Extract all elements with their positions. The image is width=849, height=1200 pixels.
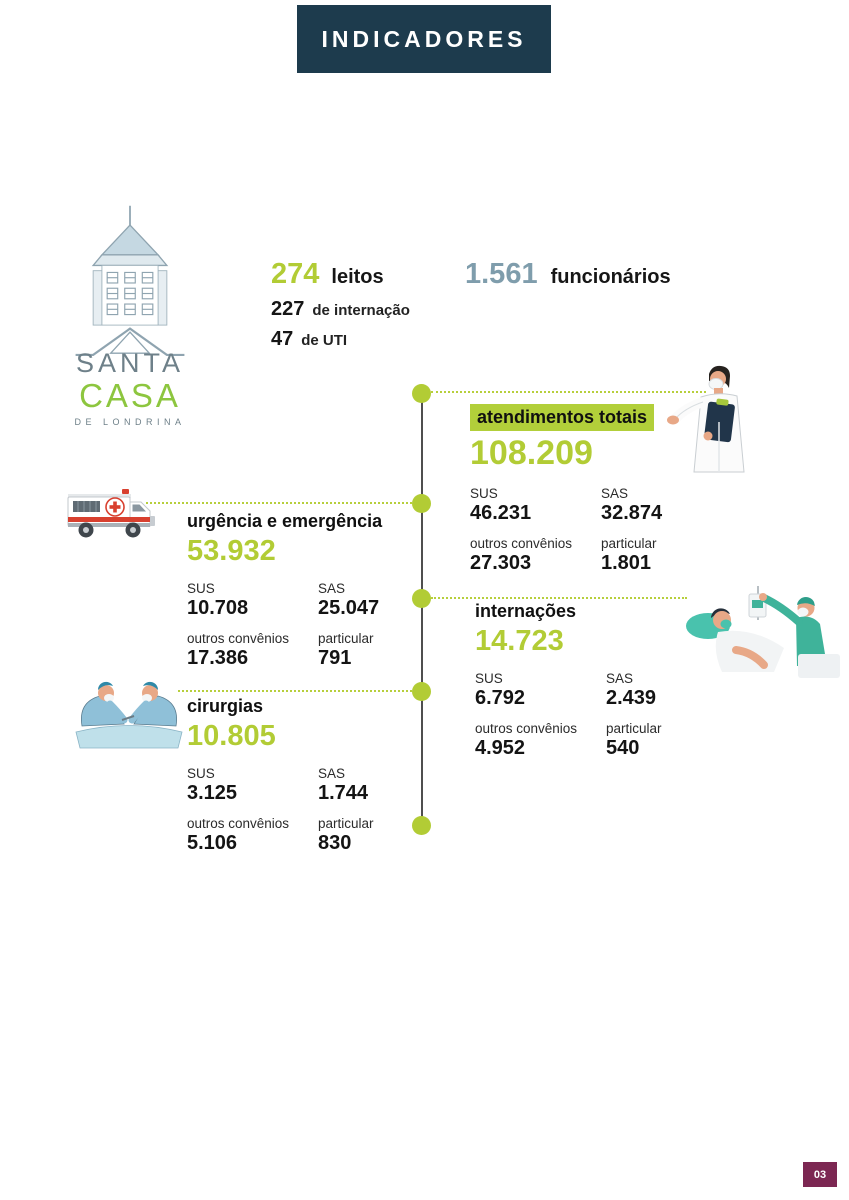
stat-cell: SAS 32.874: [601, 486, 663, 524]
staff-label: funcionários: [550, 266, 671, 288]
staff-value: 1.561: [465, 258, 538, 290]
beds-internacao-label: de internação: [312, 302, 410, 319]
section-title: cirurgias: [187, 696, 264, 716]
page-title: INDICADORES: [321, 25, 527, 52]
connector-cirurgias: [178, 690, 412, 692]
page-number-badge: [803, 1162, 837, 1187]
beds-total-value: 274: [271, 258, 320, 290]
surgery-icon: [70, 676, 188, 750]
stat-cell: SAS 1.744: [318, 766, 369, 804]
stat-cell: outros convênios 4.952: [475, 721, 578, 759]
beds-uti-label: de UTI: [301, 332, 348, 349]
stat-cell: SUS 10.708: [187, 581, 249, 619]
beds-total-label: leitos: [331, 266, 384, 288]
section-total: 14.723: [475, 625, 564, 657]
section-total: 10.805: [187, 720, 276, 752]
stat-cell: outros convênios 27.303: [470, 536, 573, 574]
stat-cell: outros convênios 5.106: [187, 816, 290, 854]
stat-cell: particular 1.801: [601, 536, 657, 574]
timeline-dot-atendimentos: [412, 384, 431, 403]
stat-cell: SUS 3.125: [187, 766, 238, 804]
section-urgencia-emergencia: [187, 511, 449, 670]
section-title: urgência e emergência: [187, 511, 383, 531]
santa-casa-logo: [64, 204, 196, 427]
connector-urgencia: [146, 502, 412, 504]
section-cirurgias: [187, 696, 449, 855]
beds-summary: [271, 258, 410, 351]
stat-cell: particular 830: [318, 816, 374, 854]
page-number: 03: [813, 1168, 827, 1181]
patient-bed-icon: [678, 586, 846, 684]
stat-cell: outros convênios 17.386: [187, 631, 290, 669]
stat-cell: SUS 46.231: [470, 486, 532, 524]
page-title-banner: [297, 5, 551, 73]
stat-cell: SAS 2.439: [606, 671, 657, 709]
section-title: internações: [475, 601, 577, 621]
logo-text-de-londrina: DE LONDRINA: [74, 417, 186, 427]
stat-cell: SAS 25.047: [318, 581, 380, 619]
stat-cell: particular 540: [606, 721, 662, 759]
logo-text-santa: SANTA: [75, 348, 184, 378]
doctor-icon: [663, 362, 775, 480]
section-total: 108.209: [470, 434, 593, 472]
section-total: 53.932: [187, 535, 276, 567]
stat-cell: particular 791: [318, 631, 374, 669]
beds-uti-value: 47: [271, 328, 294, 350]
ambulance-icon: [66, 486, 164, 544]
stat-cell: SUS 6.792: [475, 671, 526, 709]
beds-internacao-value: 227: [271, 298, 305, 320]
section-title: atendimentos totais: [470, 404, 654, 431]
logo-text-casa: CASA: [79, 377, 181, 414]
connector-internacoes: [431, 597, 687, 599]
staff-summary: [465, 258, 671, 291]
